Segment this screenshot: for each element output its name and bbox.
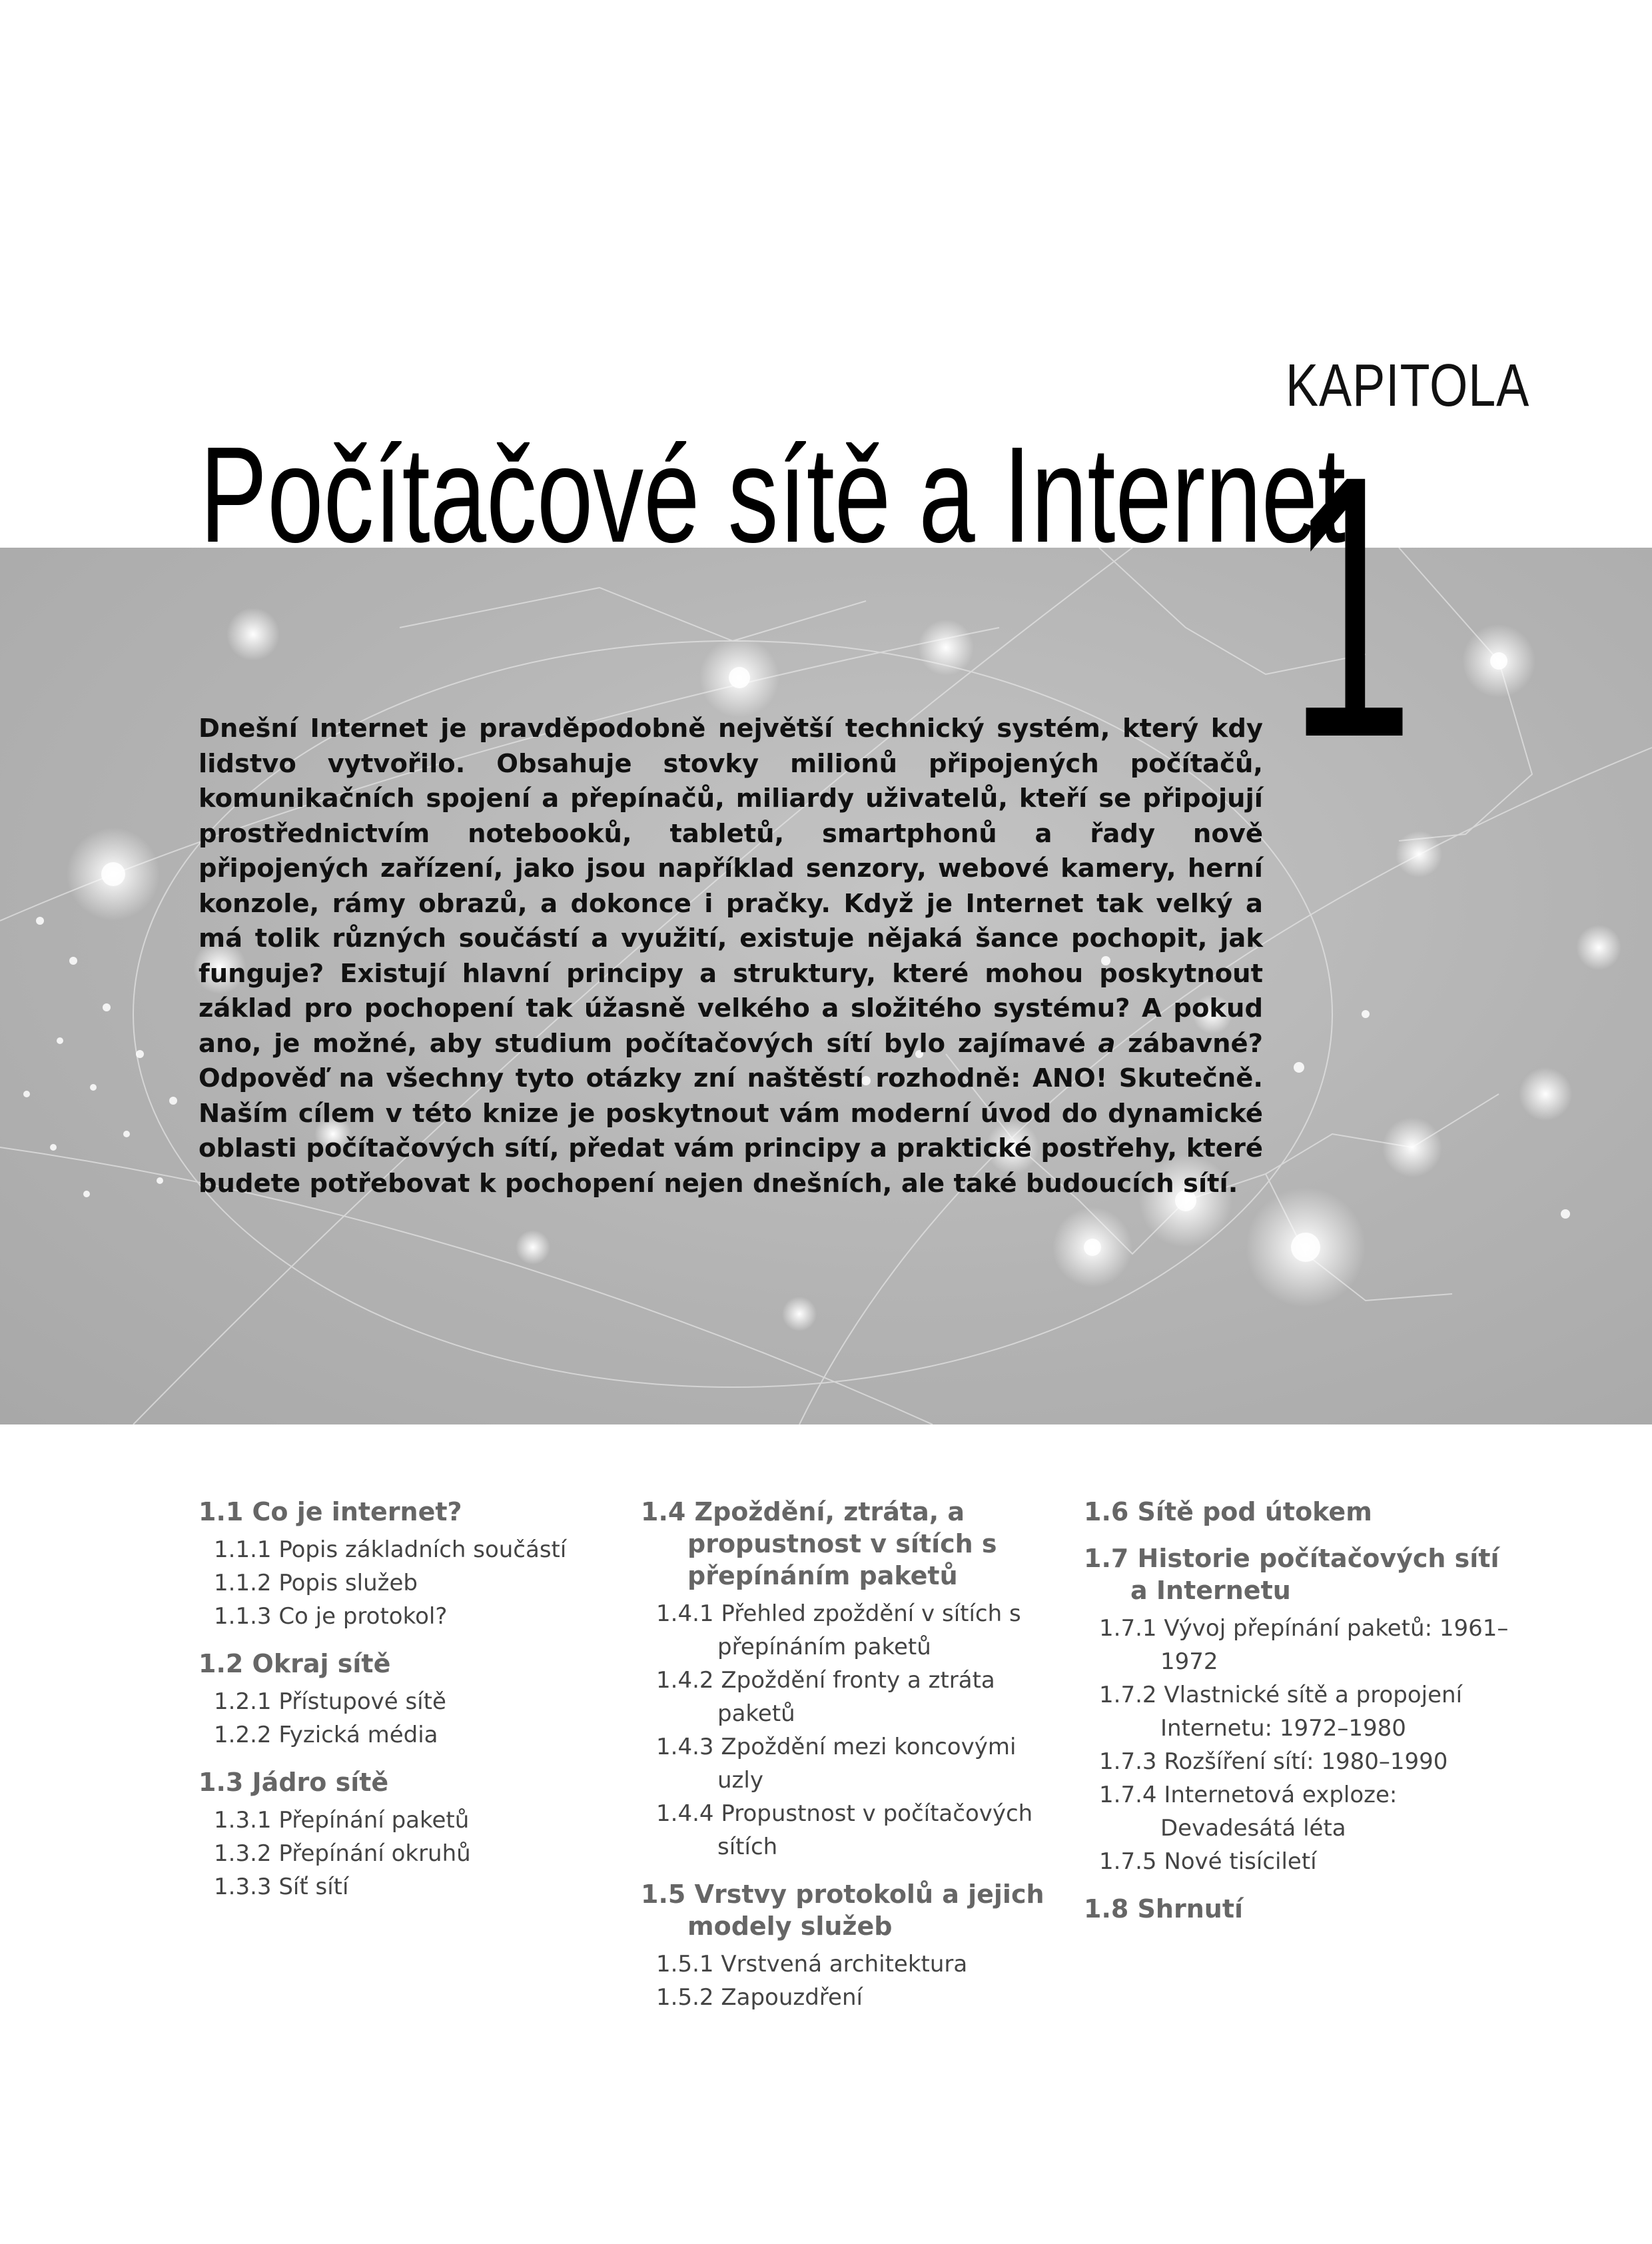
- toc-subsection: 1.4.1 Přehled zpoždění v sítích s přepínáním paketů: [656, 1600, 1021, 1660]
- toc-group: [1084, 1496, 1510, 1528]
- toc-subsection: 1.1.3 Co je protokol?: [214, 1603, 448, 1630]
- toc-column-2: [641, 1496, 1067, 2029]
- toc-group: [641, 1878, 1067, 2014]
- intro-text-part-2: zábavné? Odpověď na všechny tyto otázky zní naštěstí rozhodně: ANO! Skutečně. Naším cílem v této knize je poskytnout vám moderní úvod do dynamické oblasti počítačových sítí, předat vám principy a praktické postřehy, které budete potřebovat k pochopení nejen dnešních, ale také budoucích sítí.: [199, 1028, 1263, 1199]
- intro-emphasis: a: [1098, 1028, 1116, 1059]
- toc-subsection: 1.2.1 Přístupové sítě: [214, 1688, 446, 1715]
- toc-subsection: 1.1.1 Popis základních součástí: [214, 1536, 567, 1563]
- toc-subsection: 1.5.2 Zapouzdření: [656, 1984, 863, 2011]
- toc-subsection: 1.3.2 Přepínání okruhů: [214, 1840, 471, 1867]
- toc-section-title: 1.4 Zpoždění, ztráta, a propustnost v sítích s přepínáním paketů: [641, 1497, 997, 1590]
- toc-section-title: 1.2 Okraj sítě: [199, 1649, 391, 1678]
- intro-paragraph: [199, 712, 1263, 1201]
- toc-group: [1084, 1893, 1510, 1925]
- toc-subsection: 1.7.5 Nové tisíciletí: [1099, 1848, 1317, 1875]
- toc-subsection: 1.2.2 Fyzická média: [214, 1722, 438, 1748]
- toc-subsection: 1.3.1 Přepínání paketů: [214, 1807, 470, 1834]
- toc-section-title: 1.3 Jádro sítě: [199, 1768, 389, 1797]
- toc-subsection: 1.7.3 Rozšíření sítí: 1980–1990: [1099, 1748, 1448, 1775]
- toc-subsection: 1.3.3 Síť sítí: [214, 1874, 349, 1900]
- toc-subsection: 1.4.4 Propustnost v počítačových sítích: [656, 1800, 1033, 1860]
- toc-section-title: 1.8 Shrnutí: [1084, 1894, 1244, 1924]
- toc-subsection: 1.7.4 Internetová exploze: Devadesátá léta: [1099, 1782, 1398, 1842]
- toc-column-3: [1084, 1496, 1510, 1940]
- intro-text-part-1: Dnešní Internet je pravděpodobně největší technický systém, který kdy lidstvo vytvořilo. Obsahuje stovky milionů připojených počítačů, komunikačních spojení a přepínačů, miliardy uživatelů, kteří se připojují prostřednictvím notebooků, tabletů, smartphonů a řady nově připojených zařízení, jako jsou například senzory, webové kamery, herní konzole, rámy obrazů, a dokonce i pračky. Když je Internet tak velký a má tolik různých součástí a využití, existuje nějaká šance pochopit, jak funguje? Existují hlavní principy a struktury, které mohou poskytnout základ pro pochopení tak úžasně velkého a složitého systému? A pokud ano, je možné, aby studium počítačových sítí bylo zajímavé: [199, 714, 1263, 1059]
- toc-subsection: 1.4.2 Zpoždění fronty a ztráta paketů: [656, 1667, 995, 1727]
- toc-group: [199, 1766, 625, 1904]
- toc-group: [199, 1496, 625, 1633]
- toc-column-1: [199, 1496, 625, 1918]
- toc-subsection: 1.1.2 Popis služeb: [214, 1570, 418, 1596]
- chapter-title: Počítačové sítě a Internet: [200, 418, 1346, 571]
- toc-section-title: 1.1 Co je internet?: [199, 1497, 462, 1526]
- chapter-label: KAPITOLA: [1286, 352, 1530, 419]
- toc-subsection: 1.7.2 Vlastnické sítě a propojení Internetu: 1972–1980: [1099, 1682, 1463, 1742]
- toc-group: [641, 1496, 1067, 1864]
- toc-section-title: 1.7 Historie počítačových sítí a Internetu: [1084, 1544, 1499, 1605]
- toc-subsection: 1.7.1 Vývoj přepínání paketů: 1961–1972: [1099, 1615, 1509, 1675]
- chapter-number: 1: [1289, 398, 1414, 815]
- toc-group: [199, 1648, 625, 1752]
- toc-subsection: 1.5.1 Vrstvená architektura: [656, 1951, 968, 1977]
- toc-section-title: 1.5 Vrstvy protokolů a jejich modely služeb: [641, 1880, 1044, 1941]
- toc-group: [1084, 1542, 1510, 1878]
- toc-section-title: 1.6 Sítě pod útokem: [1084, 1497, 1372, 1526]
- toc-subsection: 1.4.3 Zpoždění mezi koncovými uzly: [656, 1734, 1017, 1794]
